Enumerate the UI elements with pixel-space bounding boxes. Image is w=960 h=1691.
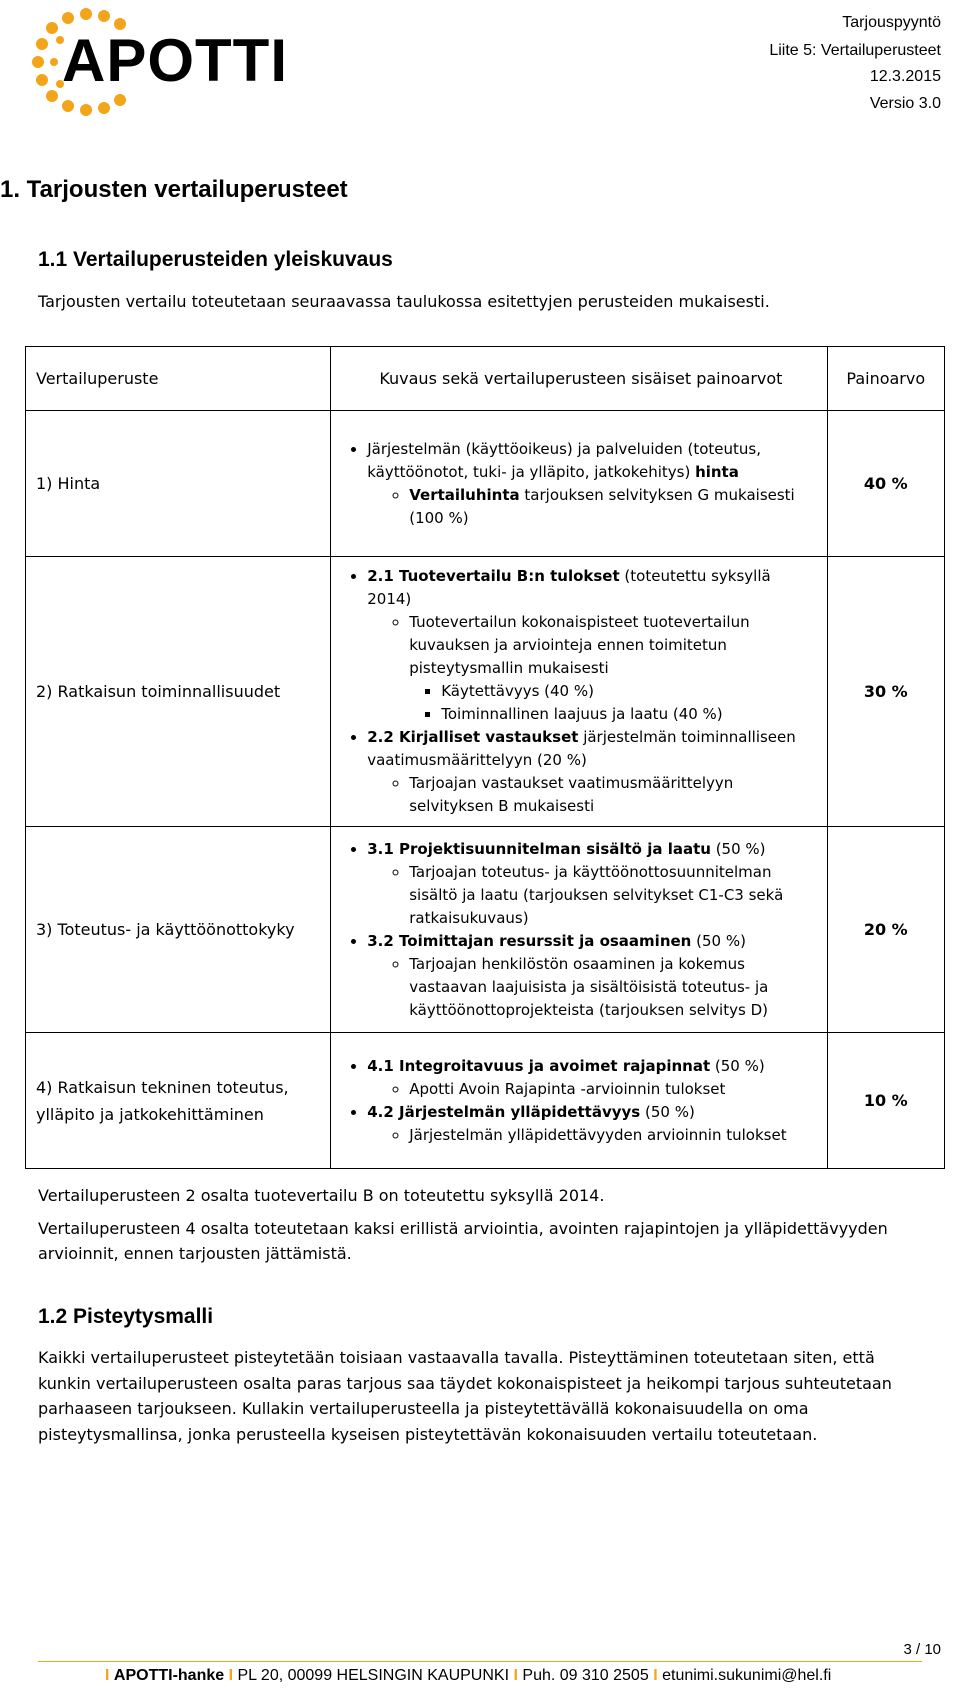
footer-separator: I [105,1667,110,1684]
footer-separator: I [228,1667,234,1684]
item-bold: 3.1 Projektisuunnitelman sisältö ja laatu [367,839,711,858]
table-row [26,411,945,557]
table-header-row [26,347,945,411]
header-description: Kuvaus sekä vertailuperusteen sisäiset painoarvot [331,347,827,411]
header-version: Versio 3.0 [869,95,941,112]
weight-cell: 40 % [827,411,944,557]
intro-paragraph: Tarjousten vertailu toteutetaan seuraavassa taulukossa esitettyjen perusteiden mukaisesti. [38,292,770,311]
bullet-list [345,1055,816,1147]
item-bold: Vertailuhinta [409,485,520,504]
description-cell [331,1033,827,1169]
logo-wordmark: APOTTI [62,27,288,94]
list-item [367,565,816,726]
sub-list [367,861,816,930]
criteria-table [25,346,945,1169]
item-text: (50 %) [691,931,746,950]
sub-list [367,1078,816,1101]
scoring-paragraph: Kaikki vertailuperusteet pisteytetään toisiaan vastaavalla tavalla. Pisteyttäminen toteutetaan siten, että kunkin vertailuperusteen osalta paras tarjous saa täydet kokonaispisteet ja heikompi tarjous suhteutetaan parhaaseen tarjoukseen. Kullakin vertailuperusteella ja pisteytettävällä kokonaisuudella on oma pisteytysmallinsa, jonka perusteella kyseisen pisteytettävän kokonaisuuden vertailu toteutetaan. [38,1348,892,1444]
sub-list [367,1124,816,1147]
list-item [367,838,816,930]
list-item [409,484,816,530]
criterion-cell: 2) Ratkaisun toiminnallisuudet [26,557,331,827]
footer-separator: I [513,1667,518,1684]
item-text: (toteutettu syksyllä 2014) [367,567,771,608]
table-row [26,557,945,827]
list-item: ▪ Käytettävyys (40 %) [441,680,816,703]
header-weight: Painoarvo [827,347,944,411]
sub-list [367,953,816,1022]
list-item: ◦ Järjestelmän ylläpidettävyyden arvioinnin tulokset [409,1124,816,1147]
list-item [367,930,816,1022]
description-cell [331,827,827,1033]
list-item [367,726,816,818]
list-item [367,438,816,530]
note-paragraph-2: Vertailuperusteen 4 osalta toteutetaan kaksi erillistä arviointia, avointen rajapintojen ja ylläpidettävyyden arvioinnit, ennen tarjousten jättämistä. [38,1219,888,1263]
item-text: tarjouksen selvityksen G mukaisesti (100 %) [409,485,795,527]
weight-cell: 20 % [827,827,944,1033]
page-number: 3 / 10 [903,1641,941,1658]
item-text: (50 %) [640,1102,695,1121]
footer-org: APOTTI-hanke [113,1667,225,1684]
sub-list [367,772,816,818]
footer-phone: Puh. 09 310 2505 [522,1667,649,1684]
list-item [367,1055,816,1101]
section-1-1-title: 1.1 Vertailuperusteiden yleiskuvaus [38,248,393,271]
header-doc-type: Tarjouspyyntö [842,14,941,31]
table-row [26,827,945,1033]
item-text: Tuotevertailun kokonaispisteet tuotevertailun kuvauksen ja arviointeja ennen toimitetun pisteytysmallin mukaisesti [409,613,750,677]
criterion-cell: 4) Ratkaisun tekninen toteutus, ylläpito ja jatkokehittäminen [26,1033,331,1169]
item-text: (50 %) [710,1056,765,1075]
header-date: 12.3.2015 [869,68,941,85]
list-item [409,611,816,726]
criterion-cell: 1) Hinta [26,411,331,557]
item-bold: 2.2 Kirjalliset vastaukset [367,728,579,746]
item-bold: 3.2 Toimittajan resurssit ja osaaminen [367,931,692,950]
item-bold: hinta [695,462,739,481]
list-item: ▪ Toiminnallinen laajuus ja laatu (40 %) [441,703,816,726]
item-text: Järjestelmän (käyttöoikeus) ja palveluiden (toteutus, käyttöönotot, tuki- ja ylläpito, jatkokehitys) [367,439,762,481]
bullet-list [345,438,816,530]
header-attachment: Liite 5: Vertailuperusteet [769,42,941,59]
bullet-list [345,565,816,818]
footer-separator: I [653,1667,658,1684]
item-text: (50 %) [710,839,766,858]
header-criterion: Vertailuperuste [26,347,331,411]
item-bold: 4.1 Integroitavuus ja avoimet rajapinnat [367,1056,711,1075]
footer-contact [105,1667,831,1685]
weight-cell: 10 % [827,1033,944,1169]
footer-address: PL 20, 00099 HELSINGIN KAUPUNKI [237,1667,510,1684]
description-cell [331,557,827,827]
item-bold: 2.1 Tuotevertailu B:n tulokset [367,567,620,585]
list-item: ◦ Apotti Avoin Rajapinta -arvioinnin tulokset [409,1078,816,1101]
footer-divider [38,1661,922,1662]
list-item [367,1101,816,1147]
item-bold: 4.2 Järjestelmän ylläpidettävyys [367,1102,641,1121]
criterion-cell: 3) Toteutus- ja käyttöönottokyky [26,827,331,1033]
apotti-logo [32,6,288,118]
table-row [26,1033,945,1169]
description-cell [331,411,827,557]
section-1-2-title: 1.2 Pisteytysmalli [38,1305,214,1328]
footer-email: etunimi.sukunimi@hel.fi [662,1667,832,1684]
weight-cell: 30 % [827,557,944,827]
sub-sub-list [409,680,816,726]
bullet-list [345,838,816,1022]
note-paragraph-1: Vertailuperusteen 2 osalta tuotevertailu B on toteutettu syksyllä 2014. [38,1186,605,1205]
list-item: ◦ Tarjoajan henkilöstön osaaminen ja kokemus vastaavan laajuisista ja sisältöisistä toteutus- ja käyttöönottoprojekteista (tarjouksen selvitys D) [409,953,816,1022]
list-item: ◦ Tarjoajan vastaukset vaatimusmäärittelyyn selvityksen B mukaisesti [409,772,816,818]
section-1-title: 1. Tarjousten vertailuperusteet [0,176,348,203]
list-item: ◦ Tarjoajan toteutus- ja käyttöönottosuunnitelman sisältö ja laatu (tarjouksen selvitykset C1-C3 sekä ratkaisukuvaus) [409,861,816,930]
item-text: järjestelmän toiminnalliseen vaatimusmäärittelyyn (20 %) [367,728,796,769]
sub-list [367,484,816,530]
sub-list [367,611,816,726]
